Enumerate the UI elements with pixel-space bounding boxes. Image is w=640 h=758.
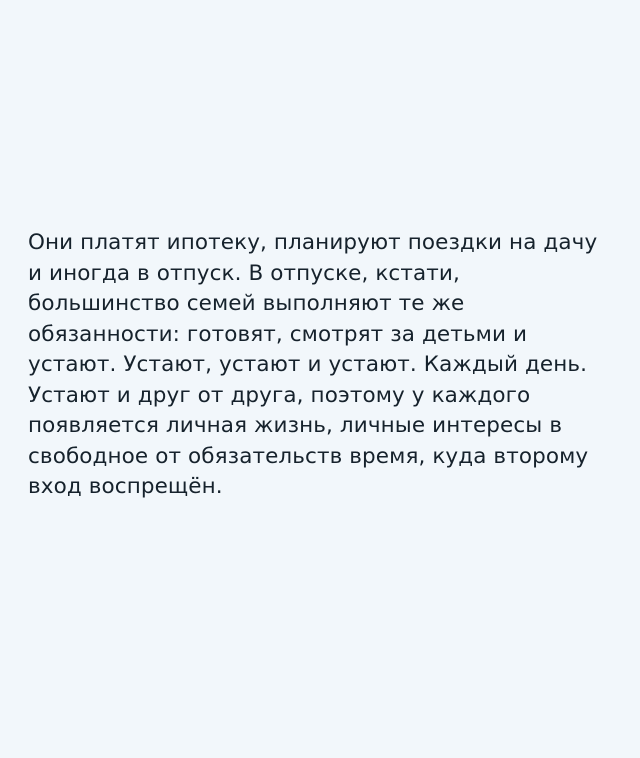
text-block — [28, 228, 616, 503]
body-paragraph: Они платят ипотеку, планируют поездки на дачу и иногда в отпуск. В отпуске, кстати, большинство семей выполняют те же обязанности: готовят, смотрят за детьми и устают. Устают, устают и устают. Каждый день. Устают и друг от друга, поэтому у каждого появляется личная жизнь, личные интересы в свободное от обязательств время, куда второму вход воспрещён. — [28, 230, 605, 499]
